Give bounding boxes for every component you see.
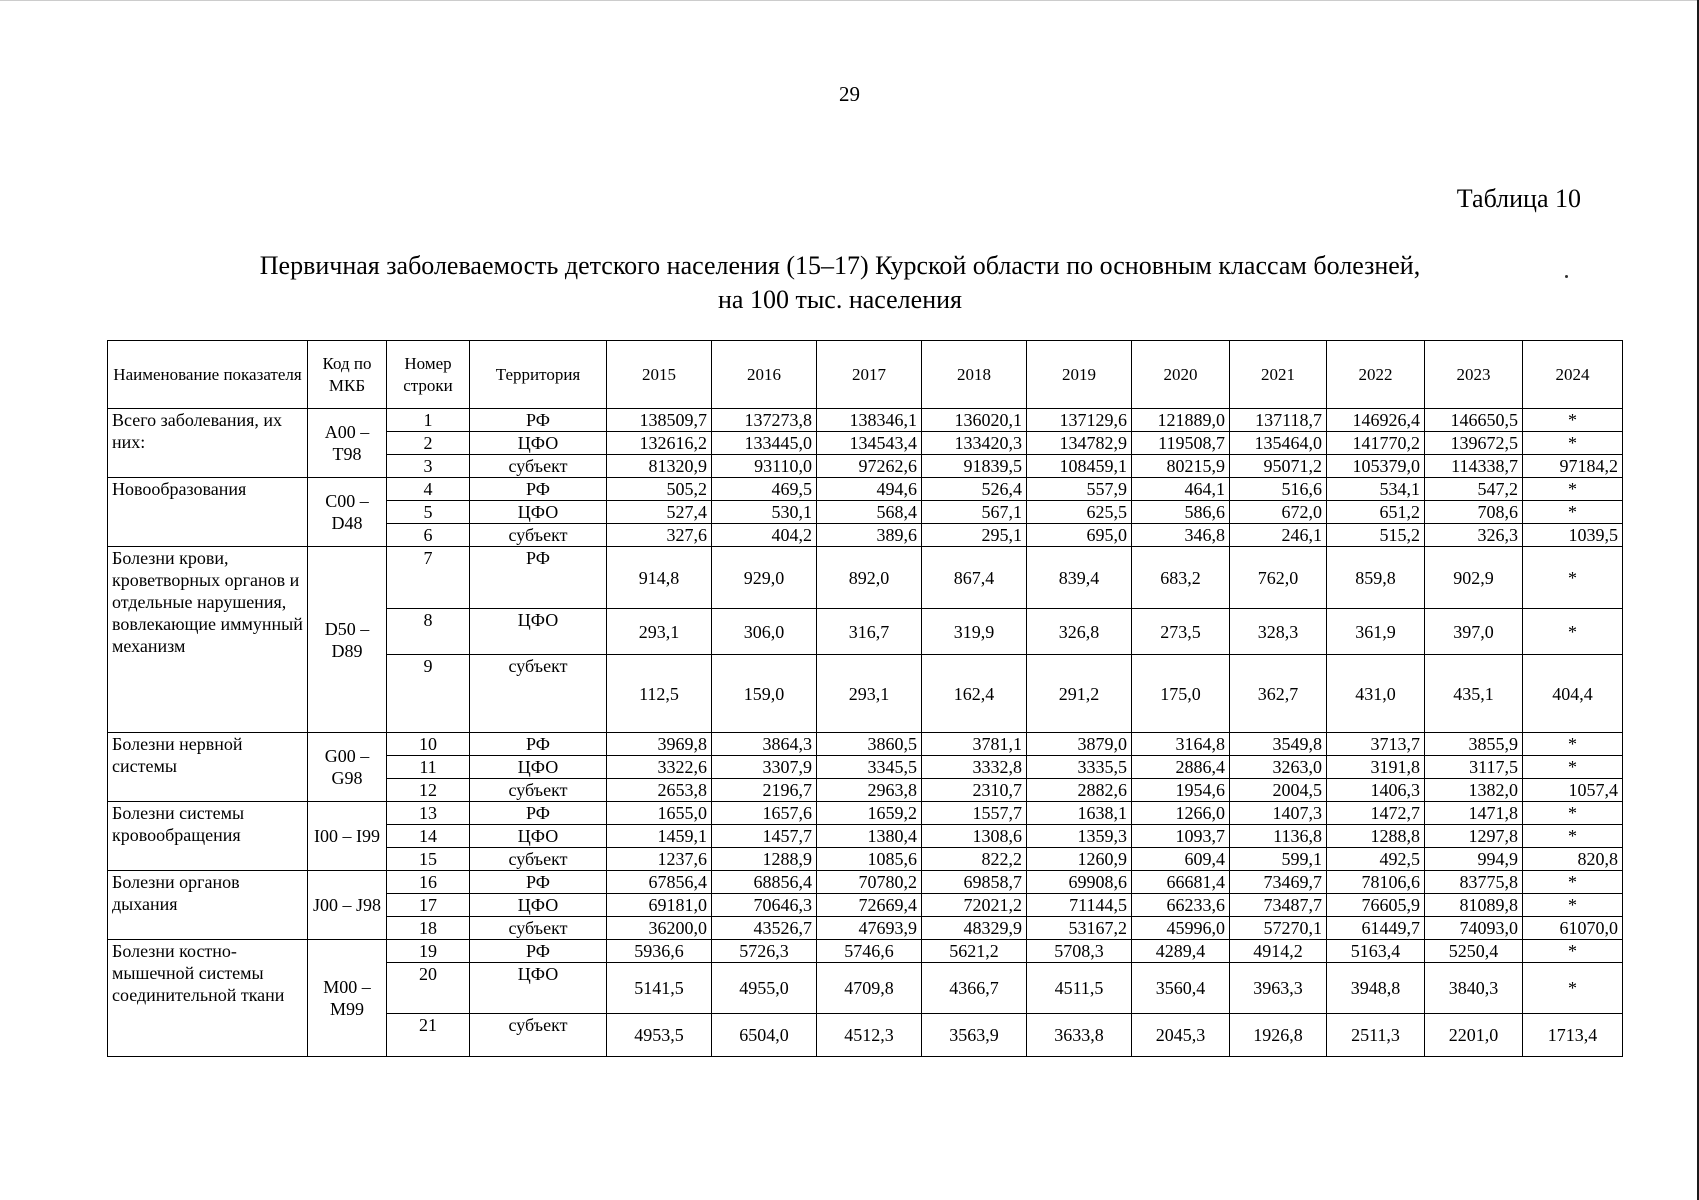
- value-cell: 66233,6: [1132, 894, 1230, 917]
- territory: РФ: [470, 940, 607, 963]
- value-cell: 820,8: [1523, 848, 1623, 871]
- value-cell: 134782,9: [1027, 432, 1132, 455]
- value-cell: 492,5: [1327, 848, 1425, 871]
- icd-code: А00 – Т98: [308, 409, 387, 478]
- value-cell: 91839,5: [922, 455, 1027, 478]
- row-number: 13: [387, 802, 470, 825]
- indicator-name: Болезни нервной системы: [108, 733, 308, 802]
- territory: РФ: [470, 871, 607, 894]
- value-cell: 526,4: [922, 478, 1027, 501]
- value-cell: 47693,9: [817, 917, 922, 940]
- value-cell: 3263,0: [1230, 756, 1327, 779]
- value-cell: 3322,6: [607, 756, 712, 779]
- value-cell: 586,6: [1132, 501, 1230, 524]
- value-cell: 892,0: [817, 547, 922, 609]
- territory: РФ: [470, 733, 607, 756]
- value-cell: 431,0: [1327, 655, 1425, 733]
- value-cell: 2045,3: [1132, 1014, 1230, 1057]
- value-cell: 53167,2: [1027, 917, 1132, 940]
- territory: субъект: [470, 917, 607, 940]
- value-cell: 72669,4: [817, 894, 922, 917]
- value-cell: 469,5: [712, 478, 817, 501]
- row-number: 18: [387, 917, 470, 940]
- value-cell: 859,8: [1327, 547, 1425, 609]
- icd-code: G00 – G98: [308, 733, 387, 802]
- value-cell: 1288,9: [712, 848, 817, 871]
- value-cell: 95071,2: [1230, 455, 1327, 478]
- value-cell: 291,2: [1027, 655, 1132, 733]
- header-territory: Территория: [470, 341, 607, 409]
- value-cell: 73487,7: [1230, 894, 1327, 917]
- value-cell: 326,8: [1027, 609, 1132, 655]
- value-cell: 1926,8: [1230, 1014, 1327, 1057]
- territory: субъект: [470, 779, 607, 802]
- indicator-name: Новообразования: [108, 478, 308, 547]
- value-cell: 516,6: [1230, 478, 1327, 501]
- value-cell: 146926,4: [1327, 409, 1425, 432]
- territory: РФ: [470, 802, 607, 825]
- table-title-line-1: Первичная заболеваемость детского населения (15–17) Курской области по основным классам болезней,: [259, 251, 1421, 280]
- value-cell: 3840,3: [1425, 963, 1523, 1014]
- value-cell: 97262,6: [817, 455, 922, 478]
- value-cell: 5163,4: [1327, 940, 1425, 963]
- value-cell: 435,1: [1425, 655, 1523, 733]
- value-cell: 97184,2: [1523, 455, 1623, 478]
- value-cell: 839,4: [1027, 547, 1132, 609]
- value-cell: 2196,7: [712, 779, 817, 802]
- icd-code: I00 – I99: [308, 802, 387, 871]
- value-cell: 70646,3: [712, 894, 817, 917]
- value-cell: *: [1523, 940, 1623, 963]
- territory: РФ: [470, 547, 607, 609]
- table-label: Таблица 10: [1456, 184, 1581, 213]
- value-cell: 328,3: [1230, 609, 1327, 655]
- row-number: 8: [387, 609, 470, 655]
- header-year: 2017: [817, 341, 922, 409]
- value-cell: 3860,5: [817, 733, 922, 756]
- value-cell: *: [1523, 871, 1623, 894]
- value-cell: 914,8: [607, 547, 712, 609]
- value-cell: 70780,2: [817, 871, 922, 894]
- value-cell: 93110,0: [712, 455, 817, 478]
- value-cell: 1638,1: [1027, 802, 1132, 825]
- value-cell: 994,9: [1425, 848, 1523, 871]
- icd-code: D50 – D89: [308, 547, 387, 733]
- value-cell: 2201,0: [1425, 1014, 1523, 1057]
- value-cell: 5708,3: [1027, 940, 1132, 963]
- value-cell: 1557,7: [922, 802, 1027, 825]
- value-cell: 625,5: [1027, 501, 1132, 524]
- value-cell: 1308,6: [922, 825, 1027, 848]
- value-cell: 1471,8: [1425, 802, 1523, 825]
- table-row: [108, 478, 1623, 501]
- value-cell: 319,9: [922, 609, 1027, 655]
- value-cell: 66681,4: [1132, 871, 1230, 894]
- value-cell: 4709,8: [817, 963, 922, 1014]
- value-cell: 327,6: [607, 524, 712, 547]
- value-cell: 3335,5: [1027, 756, 1132, 779]
- page-number: 29: [839, 82, 860, 106]
- row-number: 11: [387, 756, 470, 779]
- row-number: 2: [387, 432, 470, 455]
- value-cell: *: [1523, 825, 1623, 848]
- indicator-name: Болезни органов дыхания: [108, 871, 308, 940]
- row-number: 12: [387, 779, 470, 802]
- value-cell: 5250,4: [1425, 940, 1523, 963]
- value-cell: 5141,5: [607, 963, 712, 1014]
- value-cell: 4511,5: [1027, 963, 1132, 1014]
- header-year: 2018: [922, 341, 1027, 409]
- value-cell: *: [1523, 756, 1623, 779]
- value-cell: 5621,2: [922, 940, 1027, 963]
- scan-speck: [1565, 275, 1568, 278]
- header-year: 2023: [1425, 341, 1523, 409]
- value-cell: 293,1: [817, 655, 922, 733]
- table-row: [108, 733, 1623, 756]
- value-cell: 61070,0: [1523, 917, 1623, 940]
- value-cell: *: [1523, 894, 1623, 917]
- value-cell: 1382,0: [1425, 779, 1523, 802]
- value-cell: 4955,0: [712, 963, 817, 1014]
- value-cell: 3307,9: [712, 756, 817, 779]
- value-cell: *: [1523, 547, 1623, 609]
- row-number: 17: [387, 894, 470, 917]
- header-year: 2022: [1327, 341, 1425, 409]
- territory: ЦФО: [470, 432, 607, 455]
- value-cell: 1136,8: [1230, 825, 1327, 848]
- value-cell: 1407,3: [1230, 802, 1327, 825]
- value-cell: *: [1523, 609, 1623, 655]
- value-cell: 1713,4: [1523, 1014, 1623, 1057]
- value-cell: 505,2: [607, 478, 712, 501]
- value-cell: 74093,0: [1425, 917, 1523, 940]
- value-cell: 1288,8: [1327, 825, 1425, 848]
- territory: РФ: [470, 478, 607, 501]
- value-cell: 4289,4: [1132, 940, 1230, 963]
- header-year: 2016: [712, 341, 817, 409]
- value-cell: 568,4: [817, 501, 922, 524]
- value-cell: 80215,9: [1132, 455, 1230, 478]
- territory: субъект: [470, 455, 607, 478]
- value-cell: 1457,7: [712, 825, 817, 848]
- row-number: 21: [387, 1014, 470, 1057]
- value-cell: 1093,7: [1132, 825, 1230, 848]
- value-cell: 134543,4: [817, 432, 922, 455]
- header-code: Код по МКБ: [308, 341, 387, 409]
- territory: субъект: [470, 524, 607, 547]
- value-cell: 708,6: [1425, 501, 1523, 524]
- value-cell: 3563,9: [922, 1014, 1027, 1057]
- row-number: 7: [387, 547, 470, 609]
- value-cell: 672,0: [1230, 501, 1327, 524]
- value-cell: 43526,7: [712, 917, 817, 940]
- value-cell: 1406,3: [1327, 779, 1425, 802]
- value-cell: 57270,1: [1230, 917, 1327, 940]
- value-cell: *: [1523, 733, 1623, 756]
- indicator-name: Всего заболевания, их них:: [108, 409, 308, 478]
- value-cell: 1380,4: [817, 825, 922, 848]
- value-cell: 6504,0: [712, 1014, 817, 1057]
- value-cell: 326,3: [1425, 524, 1523, 547]
- territory: ЦФО: [470, 825, 607, 848]
- territory: ЦФО: [470, 609, 607, 655]
- value-cell: 867,4: [922, 547, 1027, 609]
- value-cell: 1297,8: [1425, 825, 1523, 848]
- value-cell: 1459,1: [607, 825, 712, 848]
- value-cell: 397,0: [1425, 609, 1523, 655]
- value-cell: *: [1523, 478, 1623, 501]
- value-cell: 464,1: [1132, 478, 1230, 501]
- indicator-name: Болезни системы кровообращения: [108, 802, 308, 871]
- header-row-number: Номер строки: [387, 341, 470, 409]
- row-number: 16: [387, 871, 470, 894]
- value-cell: 69908,6: [1027, 871, 1132, 894]
- value-cell: 2963,8: [817, 779, 922, 802]
- header-indicator: Наименование показателя: [108, 341, 308, 409]
- value-cell: 1057,4: [1523, 779, 1623, 802]
- value-cell: 3855,9: [1425, 733, 1523, 756]
- value-cell: 1266,0: [1132, 802, 1230, 825]
- value-cell: 81089,8: [1425, 894, 1523, 917]
- value-cell: 175,0: [1132, 655, 1230, 733]
- value-cell: 293,1: [607, 609, 712, 655]
- value-cell: 159,0: [712, 655, 817, 733]
- row-number: 3: [387, 455, 470, 478]
- indicator-name: Болезни костно-мышечной системы соединительной ткани: [108, 940, 308, 1057]
- table-row: [108, 871, 1623, 894]
- value-cell: 71144,5: [1027, 894, 1132, 917]
- value-cell: 5746,6: [817, 940, 922, 963]
- value-cell: 1954,6: [1132, 779, 1230, 802]
- value-cell: 3713,7: [1327, 733, 1425, 756]
- value-cell: *: [1523, 802, 1623, 825]
- value-cell: 132616,2: [607, 432, 712, 455]
- value-cell: 4914,2: [1230, 940, 1327, 963]
- value-cell: 494,6: [817, 478, 922, 501]
- icd-code: С00 – D48: [308, 478, 387, 547]
- value-cell: 295,1: [922, 524, 1027, 547]
- value-cell: 114338,7: [1425, 455, 1523, 478]
- territory: РФ: [470, 409, 607, 432]
- value-cell: 1359,3: [1027, 825, 1132, 848]
- value-cell: 72021,2: [922, 894, 1027, 917]
- header-year: 2015: [607, 341, 712, 409]
- value-cell: 2511,3: [1327, 1014, 1425, 1057]
- value-cell: 3633,8: [1027, 1014, 1132, 1057]
- value-cell: 404,2: [712, 524, 817, 547]
- value-cell: 902,9: [1425, 547, 1523, 609]
- value-cell: 69858,7: [922, 871, 1027, 894]
- value-cell: 527,4: [607, 501, 712, 524]
- value-cell: 133420,3: [922, 432, 1027, 455]
- value-cell: 48329,9: [922, 917, 1027, 940]
- row-number: 10: [387, 733, 470, 756]
- row-number: 20: [387, 963, 470, 1014]
- row-number: 5: [387, 501, 470, 524]
- header-year: 2021: [1230, 341, 1327, 409]
- value-cell: 137273,8: [712, 409, 817, 432]
- value-cell: 762,0: [1230, 547, 1327, 609]
- value-cell: 306,0: [712, 609, 817, 655]
- value-cell: 3345,5: [817, 756, 922, 779]
- value-cell: 162,4: [922, 655, 1027, 733]
- icd-code: М00 – М99: [308, 940, 387, 1057]
- value-cell: 3191,8: [1327, 756, 1425, 779]
- territory: субъект: [470, 848, 607, 871]
- value-cell: 83775,8: [1425, 871, 1523, 894]
- value-cell: 121889,0: [1132, 409, 1230, 432]
- value-cell: 1472,7: [1327, 802, 1425, 825]
- value-cell: 138346,1: [817, 409, 922, 432]
- value-cell: 67856,4: [607, 871, 712, 894]
- value-cell: 389,6: [817, 524, 922, 547]
- value-cell: *: [1523, 501, 1623, 524]
- row-number: 1: [387, 409, 470, 432]
- value-cell: 609,4: [1132, 848, 1230, 871]
- value-cell: 316,7: [817, 609, 922, 655]
- header-year: 2024: [1523, 341, 1623, 409]
- value-cell: 1039,5: [1523, 524, 1623, 547]
- value-cell: 5726,3: [712, 940, 817, 963]
- value-cell: 929,0: [712, 547, 817, 609]
- value-cell: 3549,8: [1230, 733, 1327, 756]
- table-title: [150, 249, 1530, 317]
- morbidity-table: [107, 340, 1623, 1057]
- row-number: 19: [387, 940, 470, 963]
- table-body: [108, 409, 1623, 1057]
- territory: ЦФО: [470, 501, 607, 524]
- value-cell: 139672,5: [1425, 432, 1523, 455]
- row-number: 4: [387, 478, 470, 501]
- value-cell: 137129,6: [1027, 409, 1132, 432]
- value-cell: 76605,9: [1327, 894, 1425, 917]
- header-year: 2020: [1132, 341, 1230, 409]
- value-cell: 3164,8: [1132, 733, 1230, 756]
- value-cell: 1655,0: [607, 802, 712, 825]
- table-row: [108, 547, 1623, 609]
- value-cell: 135464,0: [1230, 432, 1327, 455]
- value-cell: 3963,3: [1230, 963, 1327, 1014]
- value-cell: 108459,1: [1027, 455, 1132, 478]
- value-cell: 695,0: [1027, 524, 1132, 547]
- value-cell: 2886,4: [1132, 756, 1230, 779]
- value-cell: 361,9: [1327, 609, 1425, 655]
- value-cell: 141770,2: [1327, 432, 1425, 455]
- value-cell: 3332,8: [922, 756, 1027, 779]
- value-cell: 68856,4: [712, 871, 817, 894]
- value-cell: 3560,4: [1132, 963, 1230, 1014]
- value-cell: 683,2: [1132, 547, 1230, 609]
- row-number: 15: [387, 848, 470, 871]
- value-cell: 112,5: [607, 655, 712, 733]
- value-cell: 515,2: [1327, 524, 1425, 547]
- value-cell: *: [1523, 963, 1623, 1014]
- value-cell: 557,9: [1027, 478, 1132, 501]
- territory: ЦФО: [470, 756, 607, 779]
- table-row: [108, 802, 1623, 825]
- value-cell: 1659,2: [817, 802, 922, 825]
- territory: субъект: [470, 655, 607, 733]
- value-cell: *: [1523, 409, 1623, 432]
- value-cell: 822,2: [922, 848, 1027, 871]
- value-cell: 599,1: [1230, 848, 1327, 871]
- value-cell: 1260,9: [1027, 848, 1132, 871]
- territory: субъект: [470, 1014, 607, 1057]
- value-cell: 5936,6: [607, 940, 712, 963]
- value-cell: 404,4: [1523, 655, 1623, 733]
- value-cell: 3879,0: [1027, 733, 1132, 756]
- value-cell: 4366,7: [922, 963, 1027, 1014]
- row-number: 14: [387, 825, 470, 848]
- value-cell: 78106,6: [1327, 871, 1425, 894]
- value-cell: 36200,0: [607, 917, 712, 940]
- row-number: 6: [387, 524, 470, 547]
- row-number: 9: [387, 655, 470, 733]
- value-cell: 81320,9: [607, 455, 712, 478]
- value-cell: 1237,6: [607, 848, 712, 871]
- value-cell: 146650,5: [1425, 409, 1523, 432]
- icd-code: J00 – J98: [308, 871, 387, 940]
- territory: ЦФО: [470, 963, 607, 1014]
- value-cell: 69181,0: [607, 894, 712, 917]
- value-cell: 346,8: [1132, 524, 1230, 547]
- indicator-name: Болезни крови, кроветворных органов и отдельные нарушения, вовлекающие иммунный механизм: [108, 547, 308, 733]
- value-cell: 3864,3: [712, 733, 817, 756]
- value-cell: 119508,7: [1132, 432, 1230, 455]
- value-cell: 2882,6: [1027, 779, 1132, 802]
- value-cell: 567,1: [922, 501, 1027, 524]
- header-row: [108, 341, 1623, 409]
- value-cell: 3117,5: [1425, 756, 1523, 779]
- value-cell: 136020,1: [922, 409, 1027, 432]
- value-cell: 105379,0: [1327, 455, 1425, 478]
- scan-edge-top: [0, 0, 1699, 1]
- value-cell: *: [1523, 432, 1623, 455]
- value-cell: 246,1: [1230, 524, 1327, 547]
- value-cell: 137118,7: [1230, 409, 1327, 432]
- table-title-line-2: на 100 тыс. населения: [718, 285, 962, 314]
- value-cell: 3781,1: [922, 733, 1027, 756]
- value-cell: 4953,5: [607, 1014, 712, 1057]
- value-cell: 3948,8: [1327, 963, 1425, 1014]
- value-cell: 73469,7: [1230, 871, 1327, 894]
- value-cell: 2653,8: [607, 779, 712, 802]
- value-cell: 273,5: [1132, 609, 1230, 655]
- value-cell: 2004,5: [1230, 779, 1327, 802]
- table-row: [108, 940, 1623, 963]
- value-cell: 45996,0: [1132, 917, 1230, 940]
- table-row: [108, 409, 1623, 432]
- value-cell: 138509,7: [607, 409, 712, 432]
- value-cell: 547,2: [1425, 478, 1523, 501]
- value-cell: 2310,7: [922, 779, 1027, 802]
- territory: ЦФО: [470, 894, 607, 917]
- value-cell: 530,1: [712, 501, 817, 524]
- header-year: 2019: [1027, 341, 1132, 409]
- value-cell: 61449,7: [1327, 917, 1425, 940]
- value-cell: 534,1: [1327, 478, 1425, 501]
- value-cell: 4512,3: [817, 1014, 922, 1057]
- value-cell: 362,7: [1230, 655, 1327, 733]
- value-cell: 1085,6: [817, 848, 922, 871]
- value-cell: 133445,0: [712, 432, 817, 455]
- value-cell: 1657,6: [712, 802, 817, 825]
- value-cell: 651,2: [1327, 501, 1425, 524]
- value-cell: 3969,8: [607, 733, 712, 756]
